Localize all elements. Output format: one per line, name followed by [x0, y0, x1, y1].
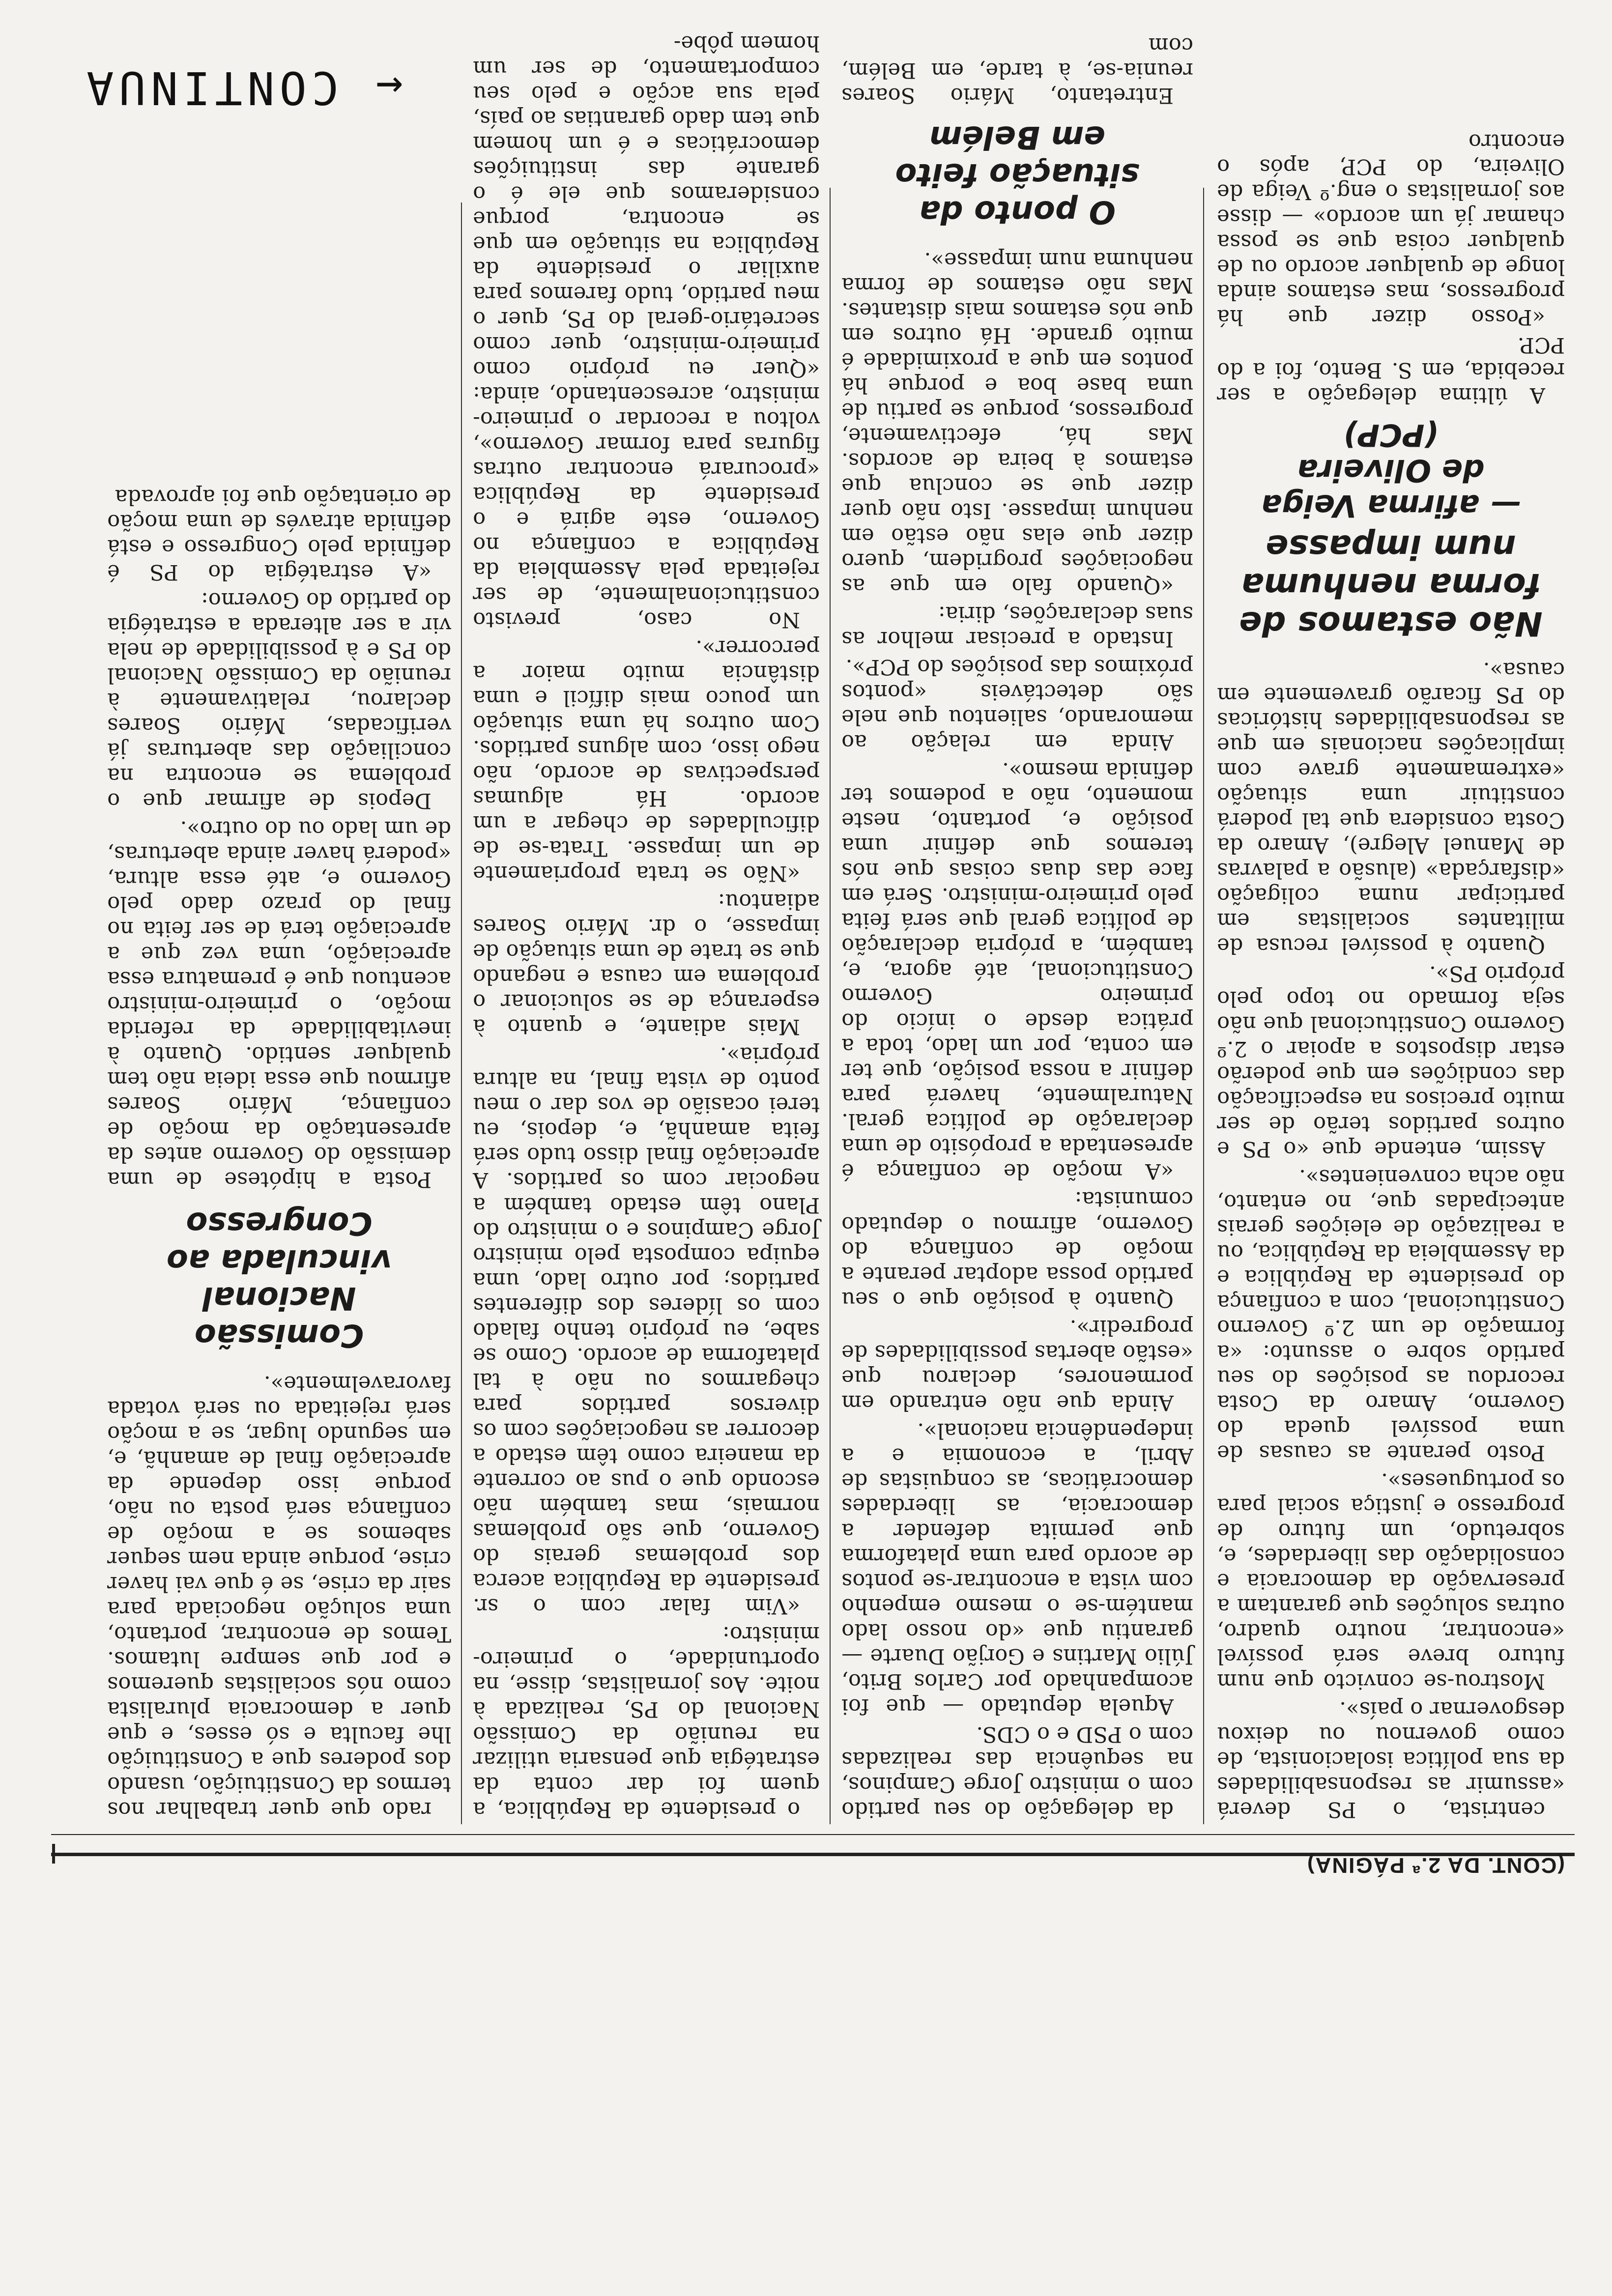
paragraph: Quanto à possível recusa de militantes socialistas em participar numa coligação «disfarçada» (alusão a palavras de Manuel Alegre), Amaro da Costa considera que tal poderá constituir uma situação «extremamente grave com implicações nacionais em que as responsabilidades históricas do PS ficarão gravemente em causa».: [1217, 658, 1565, 958]
paragraph: Aquela deputado — que foi acompanhado por Carlos Brito, Júlio Martins e Gorjão Duarte — garantiu que «do nosso lado mantém-se o mesmo empenho com vista a encontrar-se pontos de acordo para uma plataforma que permita defender a democracia, as liberdades democráticas, as conquistas de Abril, a economia e a independência nacional».: [841, 1418, 1193, 1719]
column-divider: [1203, 188, 1204, 1824]
corner-mark: [52, 1844, 55, 1864]
paragraph: Depois de afirmar que o problema se encontra na conciliação das aberturas já verificadas, Mário Soares declarou, relativamente à reunião da Comissão Nacional do PS e à possibilidade de nela vir a ser alterada a estratégia do partido do Governo:: [107, 588, 451, 813]
paragraph: Mostrou-se convicto que num futuro breve será possível «encontrar, noutro quadro, outras soluções que garantam a preservação da democracia e consolidação das liberdades, e, sobretudo, um futuro de progresso e justiça social para os portugueses».: [1217, 1468, 1565, 1693]
paragraph: o presidente da República, a quem foi dar conta da estratégia que pensaria utilizar na reunião da Comissão Nacional do PS, realizada à noite. Aos jornalistas, disse, na oportunidade, o primeiro-ministro:: [473, 1622, 820, 1822]
paragraph: «A estratégia do PS é definida pelo Congresso e está definida através de uma moção de orientação que foi aprovada: [107, 485, 451, 584]
paragraph: Posto perante as causas de uma possível queda do Governo, Amaro da Costa recordou as posições do seu partido sobre o assunto: «a formação de um 2.º Governo Constitucional, com a confiança do presidente da República e da Assembleia da República, ou a realização de eleições gerais antecipadas que, no entanto, não acha convenientes».: [1217, 1165, 1565, 1465]
paragraph: «A moção de confiança é apresentada a propósito de uma declaração de política geral. Naturalmente, haverá para definir a nossa posição, que ter em conta, por um lado, toda a prática desde o início do primeiro Governo Constitucional, até agora, e, também, a própria declaração de política geral que será feita pelo primeiro-ministro. Será em face das duas coisas que nós teremos que definir uma posição e, portanto, neste momento, não a podemos ter definida mesmo».: [841, 758, 1193, 1183]
article-column-4: [107, 481, 451, 1822]
column-divider: [461, 202, 462, 1824]
paragraph: Instado a precisar melhor as suas declarações, diria:: [841, 602, 1193, 651]
handwritten-continua-note: ← CONTINUA: [82, 61, 403, 114]
paragraph: «Vim falar com o sr. presidente da República acerca dos problemas gerais do Governo, que são problemas normais, mas também não escondo que o pus ao corrente da maneira como têm estado a decorrer as negociações com os diversos partidos para chegarmos ou não à tal plataforma de acordo. Como se sabe, eu próprio tenho falado com os líderes dos diferentes partidos; por outro lado, uma equipa composta pelo ministro Jorge Campinos e o ministro do Plano têm estado também a negociar com os partidos. A apreciação final disso tudo será feita amanhã, e, depois, eu terei ocasião de vos dar o meu ponto de vista final, na altura própria».: [473, 1042, 820, 1618]
paragraph: Quanto à posição que o seu partido possa adoptar perante a moção de confiança do Governo, afirmou o deputado comunista:: [841, 1187, 1193, 1312]
paragraph: Ainda que não entrando em pormenores, declarou que «estão abertas possibilidades de progredir».: [841, 1315, 1193, 1415]
paragraph: Assim, entende que «o PS e outros partidos terão de ser muito precisos na especificação das condições em que poderão estar dispostos a apoiar o 2.º Governo Constitucional que não seja formado no topo pelo próprio PS».: [1217, 961, 1565, 1161]
article-subhead: — afirma Veiga de Oliveira (PCP): [1261, 417, 1521, 524]
paragraph: centrista, o PS deverá «assumir as responsabilidades da sua política isolacionista, de como governou ou deixou desgovernar o país».: [1217, 1697, 1565, 1822]
paragraph: «Quando falo em que as negociações progridem, quero dizer que elas não estão em nenhum impasse. Isto não quer dizer que se conclua que estamos à beira de acordos. Mas há, efectivamente, progressos, porque se partiu de uma base boa e porque há pontos em que a proximidade é muito grande. Há outros em que nós estamos mais distantes. Mas não estamos de forma nenhuma num impasse».: [841, 248, 1193, 598]
article-headline: Comissão Nacional vinculada ao Congresso: [166, 1205, 392, 1353]
article-headline: O ponto da situação feito em Belém: [895, 119, 1140, 230]
continuation-header: (CONT. DA 2.ª PÁGINA): [1306, 1853, 1565, 1877]
paragraph: Mais adiante, e quanto à esperança de se solucionar o problema em causa e negando que se trate de uma situação de impasse, o dr. Mário Soares adiantou:: [473, 889, 820, 1039]
article-column-3: [473, 28, 820, 1822]
article-column-1: [1217, 126, 1565, 1822]
paragraph: A última delegação a ser recebida, em S. Bento, foi a do PCP.: [1217, 333, 1565, 407]
paragraph: Entretanto, Mário Soares reunia-se, à tarde, em Belém, com: [841, 33, 1193, 108]
thin-rule: [51, 1834, 1575, 1835]
column-divider: [830, 188, 831, 1824]
paragraph: da delegação do seu partido com o ministro Jorge Campinos, na sequência das realizadas com o PSD e o CDS.: [841, 1722, 1193, 1822]
paragraph: «Não se trata propriamente de um impasse. Trata-se de dificuldades de chegar a um acordo. Há algumas perspectivas de acordo, não nego isso, com alguns partidos. Com outros há uma situação um pouco mais difícil e uma distância muito maior a percorrer».: [473, 635, 820, 886]
paragraph: «Posso dizer que há progressos, mas estamos ainda longe de qualquer acordo ou de qualquer coisa que se possa chamar já um acordo» — disse aos jornalistas o eng.º Veiga de Oliveira, do PCP, após o encontro: [1217, 129, 1565, 329]
article-headline: Não estamos de forma nenhuma num impasse: [1239, 527, 1543, 643]
paragraph: No caso, previsto constitucionalmente, de ser rejeitada pela Assembleia da República a confiança no Governo, este agirá e o presidente da República «procurará encontrar outras figuras para formar Governo», voltou a recordar o primeiro-ministro, acrescentando, ainda: «Quer eu próprio como primeiro-ministro, quer como secretário-geral do PS, quer o meu partido, tudo faremos para auxiliar o presidente da República na situação em que se encontra, porque consideramos que ele é o garante das instituições democráticas e é um homem que tem dado garantias ao país, pela sua acção e pelo seu comportamento, de ser um homem pôbe-: [473, 31, 820, 632]
paragraph: rado que quer trabalhar nos termos da Constituição, usando dos poderes que a Constituição lhe faculta e só esses, e que quer a democracia pluralista como nós socialistas queremos e por que sempre lutamos. Temos de encontrar, portanto, uma solução negociada para sair da crise, se é que vai haver crise, porque ainda nem sequer sabemos se a moção de confiança será posta ou não, porque isso depende da apreciação final de amanhã, e, em segundo lugar, se a moção será rejeitada ou será votada favoravelmente».: [107, 1371, 451, 1822]
paragraph: Ainda em relação ao memorando, salientou que nele são detectáveis «pontos próximos das posições do PCP».: [841, 655, 1193, 754]
article-column-2: [841, 29, 1193, 1822]
paragraph: Posta a hipótese de uma demissão do Governo antes da apresentação da moção de confiança, Mário Soares afirmou que essa ideia não tem qualquer sentido. Quanto à inevitabilidade da referida moção, o primeiro-ministro acentuou que é prematura essa apreciação, uma vez que a apreciação terá de ser feita no final do prazo dado pelo Governo e, até essa altura, «poderá haver ainda aberturas, de um lado ou do outro».: [107, 816, 451, 1192]
